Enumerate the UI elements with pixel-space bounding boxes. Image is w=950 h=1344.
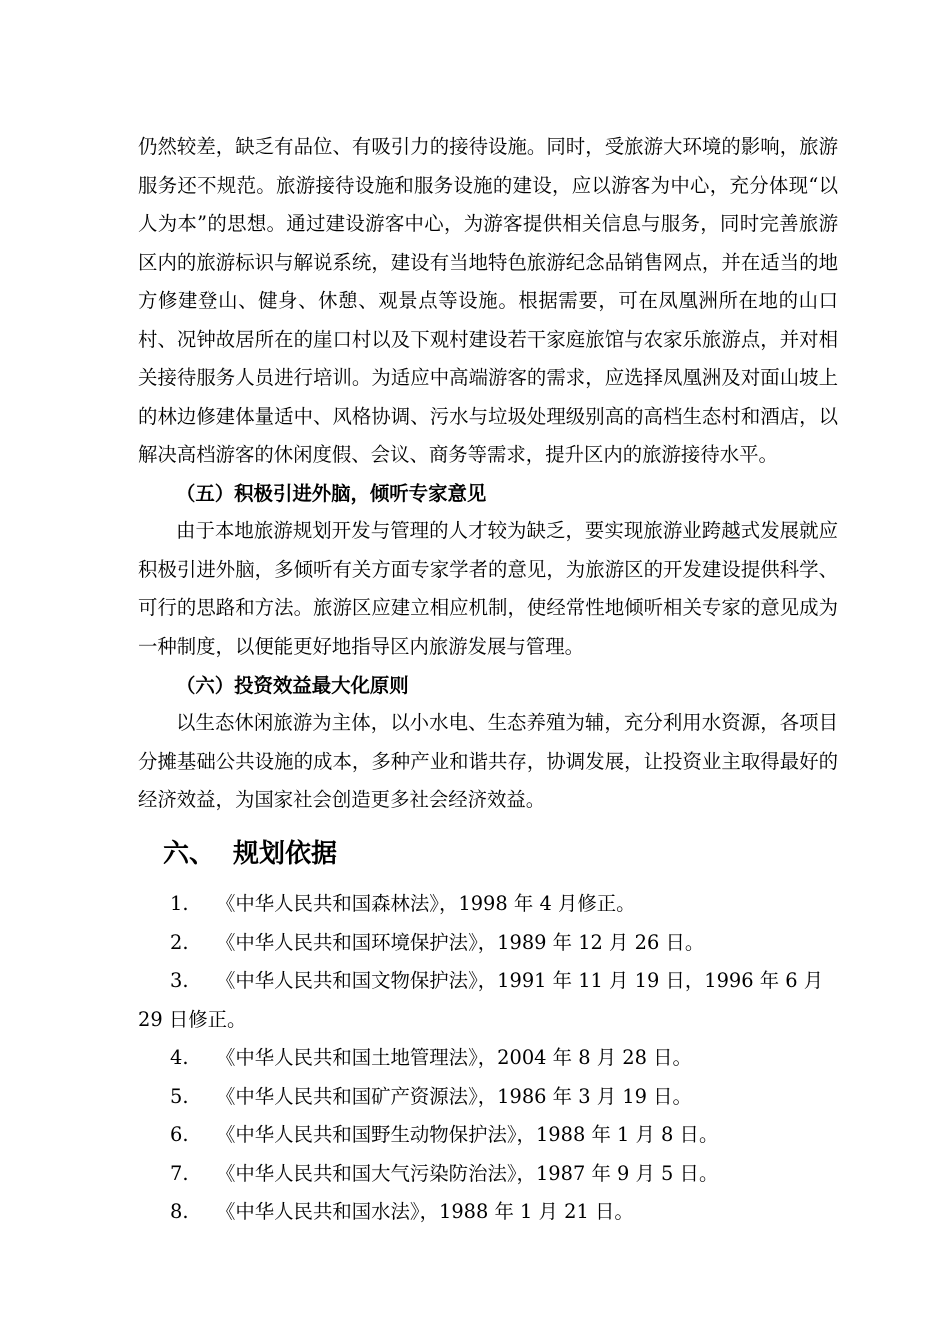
list-item-text: 《中华人民共和国文物保护法》，1991 年 11 月 19 日，1996 年 6 月 29 日修正。 (138, 969, 824, 1031)
list-item (138, 1039, 838, 1078)
list-item-text: 《中华人民共和国野生动物保护法》，1988 年 1 月 8 日。 (216, 1123, 719, 1146)
list-item (138, 1078, 838, 1117)
paragraph-experts: 由于本地旅游规划开发与管理的人才较为缺乏，要实现旅游业跨越式发展就应积极引进外脑，多倾听有关方面专家学者的意见，为旅游区的开发建设提供科学、可行的思路和方法。旅游区应建立相应机制，使经常性地倾听相关专家的意见成为一种制度，以便能更好地指导区内旅游发展与管理。 (138, 519, 838, 658)
list-item-text: 《中华人民共和国大气污染防治法》，1987 年 9 月 5 日。 (216, 1161, 719, 1185)
list-item-number: 6. (170, 1123, 189, 1146)
list-item-number: 7. (170, 1161, 189, 1185)
list-item-number: 1. (170, 892, 189, 915)
subheading-investment: （六）投资效益最大化原则 (176, 674, 409, 697)
list-item-number: 2. (170, 930, 189, 954)
list-item-text: 《中华人民共和国水法》，1988 年 1 月 21 日。 (216, 1200, 634, 1223)
list-item-number: 4. (170, 1046, 189, 1069)
list-item (138, 924, 838, 963)
paragraph-reception-facilities: 仍然较差，缺乏有品位、有吸引力的接待设施。同时，受旅游大环境的影响，旅游服务还不规范。旅游接待设施和服务设施的建设，应以游客为中心，充分体现“以人为本”的思想。通过建设游客中心，为游客提供相关信息与服务，同时完善旅游区内的旅游标识与解说系统，建设有当地特色旅游纪念品销售网点，并在适当的地方修建登山、健身、休憩、观景点等设施。根据需要，可在凤凰洲所在地的山口村、况钟故居所在的崖口村以及下观村建设若干家庭旅馆与农家乐旅游点，并对相关接待服务人员进行培训。为适应中高端游客的需求，应选择凤凰洲及对面山坡上的林边修建体量适中、风格协调、污水与垃圾处理级别高的高档生态村和酒店，以解决高档游客的休闲度假、会议、商务等需求，提升区内的旅游接待水平。 (138, 135, 838, 466)
subheading-experts: （五）积极引进外脑，倾听专家意见 (176, 482, 487, 505)
section-number: 六、 (163, 839, 216, 869)
list-item (138, 885, 838, 924)
list-item-text: 《中华人民共和国环境保护法》，1989 年 12 月 26 日。 (216, 930, 705, 954)
list-item-text: 《中华人民共和国森林法》，1998 年 4 月修正。 (216, 892, 636, 915)
list-item (138, 1155, 838, 1194)
list-item-number: 3. (170, 969, 189, 992)
section-title-text: 规划依据 (233, 839, 338, 869)
list-item (138, 1193, 838, 1232)
planning-basis-list (138, 885, 838, 1232)
list-item-number: 5. (170, 1084, 189, 1108)
list-item-number: 8. (170, 1200, 189, 1223)
list-item-text: 《中华人民共和国矿产资源法》，1986 年 3 月 19 日。 (216, 1084, 692, 1108)
paragraph-investment: 以生态休闲旅游为主体，以小水电、生态养殖为辅，充分利用水资源，各项目分摊基础公共设施的成本，多种产业和谐共存，协调发展，让投资业主取得最好的经济效益，为国家社会创造更多社会经济效益。 (138, 711, 838, 811)
list-item (138, 962, 838, 1039)
list-item (138, 1116, 838, 1155)
list-item-text: 《中华人民共和国土地管理法》，2004 年 8 月 28 日。 (216, 1046, 692, 1069)
section-title (163, 834, 337, 874)
